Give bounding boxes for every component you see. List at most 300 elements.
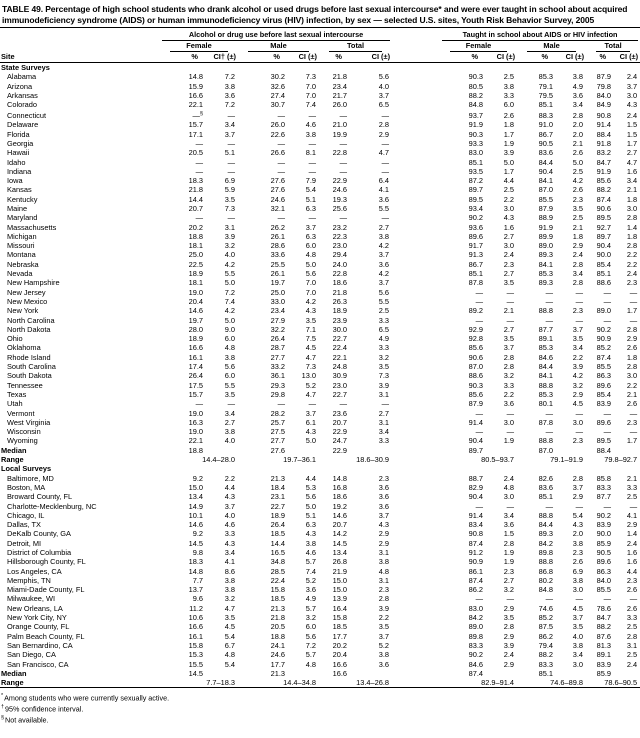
value-cell: 4.4	[626, 566, 638, 576]
value-cell: 27.7	[270, 436, 285, 446]
value-cell: 87.9	[538, 204, 554, 213]
value-cell: 85.6	[468, 389, 484, 399]
value-cell: 82.9	[468, 482, 484, 492]
value-cell: 90.4	[538, 166, 554, 176]
value-cell: 15.5	[188, 659, 203, 669]
value-cell: —	[339, 213, 347, 223]
value-cell: 2.8	[503, 622, 515, 632]
value-cell: 4.0	[378, 81, 390, 91]
value-cell: 1.9	[503, 547, 515, 557]
column-gap	[392, 52, 440, 63]
value-cell: 3.1	[224, 222, 235, 232]
value-cell: 2.7	[503, 269, 515, 279]
table-row	[0, 381, 640, 390]
value-cell: 4.7	[224, 603, 235, 613]
value-cell: 16.1	[188, 352, 203, 362]
value-cell: 85.1	[468, 269, 484, 279]
value-cell: 3.4	[503, 510, 515, 520]
value-cell: 30.9	[332, 371, 347, 381]
value-cell: 3.5	[503, 613, 515, 623]
value-cell: 21.0	[332, 120, 347, 130]
value-cell: —§	[192, 110, 203, 121]
value-cell: 4.6	[305, 120, 316, 130]
value-cell: 1.8	[626, 231, 638, 241]
value-cell: 6.0	[305, 241, 316, 251]
subgroup-female-right: Female	[450, 41, 507, 51]
site-column-header: Site	[0, 52, 160, 63]
value-cell: 83.4	[468, 520, 484, 530]
value-cell: 3.7	[378, 631, 390, 641]
value-cell: 90.8	[596, 111, 612, 121]
value-cell: —	[381, 399, 390, 409]
value-cell: 3.6	[378, 659, 390, 669]
value-cell: 84.4	[538, 157, 554, 167]
table-row	[0, 660, 640, 669]
table-row	[0, 492, 640, 501]
value-cell: 2.0	[572, 129, 584, 139]
column-gap	[392, 185, 440, 194]
value-cell: 3.5	[572, 334, 584, 344]
value-cell: —	[475, 501, 484, 511]
table-row	[0, 641, 640, 650]
value-cell: 93.6	[468, 222, 484, 232]
value-cell: —	[506, 296, 515, 306]
site-name: Ohio	[7, 334, 23, 344]
table-row	[0, 241, 640, 250]
value-cell: 5.7	[305, 603, 316, 613]
value-cell: 19.9	[332, 129, 347, 139]
ci-column-header: CI (±)	[486, 52, 517, 63]
value-cell: 14.6	[188, 520, 203, 530]
column-gap	[392, 511, 440, 520]
value-cell: 83.9	[596, 399, 612, 409]
value-cell: 87.9	[596, 72, 612, 82]
value-cell: —	[545, 408, 554, 418]
value-cell: 3.2	[572, 380, 584, 390]
value-cell: 19.3	[332, 194, 347, 204]
value-cell: 85.1	[538, 668, 554, 678]
value-cell: 3.0	[503, 492, 515, 502]
site-name: Texas	[7, 389, 27, 399]
value-cell: 83.3	[538, 659, 554, 669]
value-cell: 3.7	[572, 613, 584, 623]
value-cell: 91.9	[596, 166, 612, 176]
value-cell: 89.7	[596, 231, 612, 241]
value-cell: 2.4	[626, 72, 638, 82]
value-cell: 1.5	[626, 129, 638, 139]
value-cell: 88.8	[538, 557, 554, 567]
value-cell: 19.0	[188, 408, 203, 418]
value-cell: 2.2	[572, 352, 584, 362]
value-cell: 16.6	[188, 343, 203, 353]
value-cell: 2.4	[626, 538, 638, 548]
value-cell: 5.5	[224, 380, 235, 390]
not-available-marker: §	[199, 110, 203, 117]
value-cell: 4.9	[572, 81, 584, 91]
table-row	[0, 520, 640, 529]
value-cell	[350, 446, 392, 455]
value-cell: —	[603, 315, 612, 325]
value-cell	[556, 446, 586, 455]
column-gap	[392, 353, 440, 362]
subgroup-total-right: Total	[596, 41, 630, 51]
value-cell: 18.1	[188, 241, 203, 251]
value-cell: 21.3	[270, 603, 285, 613]
value-cell: 84.4	[538, 520, 554, 530]
value-cell: 81.3	[596, 640, 612, 650]
value-cell: —	[475, 296, 484, 306]
value-cell: 3.2	[224, 241, 235, 251]
column-gap	[392, 278, 440, 287]
value-cell: 5.2	[378, 640, 390, 650]
value-cell: 92.7	[596, 222, 612, 232]
value-cell: 2.4	[626, 659, 638, 669]
value-cell: 3.7	[378, 90, 390, 100]
value-cell: 2.9	[626, 334, 638, 344]
value-cell: 89.0	[596, 306, 612, 316]
value-cell: 3.8	[572, 538, 584, 548]
column-gap	[392, 241, 440, 250]
site-name: Colorado	[7, 100, 37, 110]
table-row	[0, 362, 640, 371]
value-cell: 85.3	[538, 72, 554, 82]
value-cell: 91.7	[468, 241, 484, 251]
value-cell: 3.8	[305, 129, 316, 139]
value-cell: 6.7	[224, 640, 235, 650]
value-cell: 91.4	[596, 120, 612, 130]
value-cell: 13.0	[301, 371, 316, 381]
value-cell: 3.6	[572, 90, 584, 100]
value-cell: 5.4	[224, 659, 235, 669]
value-cell: 18.6	[332, 492, 347, 502]
site-name: Alabama	[7, 72, 37, 82]
value-cell: 84.6	[468, 659, 484, 669]
value-cell: 89.6	[596, 557, 612, 567]
site-name: Iowa	[7, 176, 23, 186]
value-cell: —	[308, 157, 316, 167]
site-name: New Jersey	[7, 287, 46, 297]
value-cell: 89.8	[468, 631, 484, 641]
value-cell: 5.6	[378, 72, 390, 82]
value-cell: 17.7	[270, 659, 285, 669]
value-cell: 92.8	[468, 334, 484, 344]
value-cell: 5.6	[305, 269, 316, 279]
value-cell: 1.7	[503, 166, 515, 176]
value-cell: 24.6	[332, 185, 347, 195]
value-cell: 13.4	[332, 547, 347, 557]
column-gap	[392, 325, 440, 334]
table-row	[0, 427, 640, 436]
value-cell: 90.8	[468, 529, 484, 539]
value-cell: 16.6	[188, 622, 203, 632]
site-name: Nevada	[7, 269, 33, 279]
subgroup-female-right-cell	[440, 41, 517, 51]
value-cell: 3.7	[503, 343, 515, 353]
pct-column-header: %	[586, 52, 614, 63]
table-title: TABLE 49. Percentage of high school students who drank alcohol or used drugs before last sexual intercourse* and were ever taught in school about acquired immunodeficiency syndrome (AIDS) or human immunodeficiency virus (HIV) infection, by sex — selected U.S. sites, Youth Risk Behavior Survey, 2005	[2, 4, 628, 25]
value-cell: 2.1	[626, 185, 638, 195]
site-name: New Hampshire	[7, 278, 60, 288]
value-cell: 2.4	[572, 250, 584, 260]
value-cell: 22.1	[188, 436, 203, 446]
value-cell: 30.0	[332, 324, 347, 334]
value-cell: 7.0	[305, 81, 316, 91]
value-cell: 28.5	[270, 566, 285, 576]
site-name: Nebraska	[7, 259, 39, 269]
value-cell: 2.5	[626, 650, 638, 660]
range-row	[0, 678, 640, 688]
value-cell: 2.1	[503, 306, 515, 316]
footnotes	[0, 688, 640, 725]
value-cell: —	[195, 157, 203, 167]
value-cell: 85.1	[538, 492, 554, 502]
value-cell: 2.9	[378, 538, 390, 548]
value-cell: 18.9	[188, 334, 203, 344]
section-header-row	[0, 464, 640, 473]
value-cell: —	[339, 166, 347, 176]
value-cell: 3.5	[503, 278, 515, 288]
group-header-alcohol: Alcohol or drug use before last sexual intercourse	[162, 30, 390, 41]
table-row	[0, 353, 640, 362]
column-gap	[392, 72, 440, 81]
value-cell: 1.5	[626, 120, 638, 130]
value-cell: 1.8	[503, 120, 515, 130]
value-cell: 5.0	[224, 315, 235, 325]
value-cell: 91.4	[468, 417, 484, 427]
value-cell: 30.2	[270, 72, 285, 82]
pct-column-header: %	[319, 52, 350, 63]
value-cell: 4.8	[224, 650, 235, 660]
value-cell: 6.0	[503, 100, 515, 110]
footnote-text: Among students who were currently sexually active.	[4, 693, 170, 703]
value-cell: 3.0	[626, 371, 638, 381]
value-cell: 1.7	[626, 138, 638, 148]
value-cell: 87.8	[468, 278, 484, 288]
site-name: Wyoming	[7, 436, 38, 446]
value-cell: 93.3	[468, 138, 484, 148]
value-cell: 3.8	[224, 352, 235, 362]
table-row	[0, 613, 640, 622]
footnote	[1, 703, 640, 714]
section-header-row	[0, 63, 640, 73]
footnote-marker: *	[1, 693, 4, 700]
group-header-alcohol-cell	[160, 28, 392, 42]
value-cell: 9.8	[192, 547, 203, 557]
value-cell: 7.9	[305, 176, 316, 186]
value-cell: 1.4	[626, 529, 638, 539]
value-cell: 88.8	[538, 510, 554, 520]
value-cell: 4.8	[503, 482, 515, 492]
value-cell: 6.3	[305, 520, 316, 530]
value-cell: 4.2	[305, 296, 316, 306]
value-cell: 2.6	[572, 185, 584, 195]
column-gap	[392, 213, 440, 222]
range-value-cell: 7.7–18.3	[206, 678, 235, 688]
value-cell: 2.4	[626, 269, 638, 279]
column-gap	[392, 288, 440, 297]
table-row	[0, 650, 640, 659]
table-row	[0, 529, 640, 538]
value-cell: 3.7	[572, 324, 584, 334]
value-cell: 4.5	[224, 622, 235, 632]
value-cell: 87.4	[596, 352, 612, 362]
median-row	[0, 669, 640, 678]
value-cell: 2.0	[572, 529, 584, 539]
value-cell: 79.1	[538, 81, 554, 91]
value-cell: —	[381, 157, 390, 167]
value-cell: 18.4	[270, 482, 285, 492]
value-cell: —	[506, 287, 515, 297]
column-gap	[392, 409, 440, 418]
value-cell: 88.2	[538, 650, 554, 660]
site-name: Vermont	[7, 408, 35, 418]
value-cell: 93.4	[468, 204, 484, 213]
value-cell: 3.0	[572, 659, 584, 669]
column-gap	[392, 418, 440, 427]
table-row	[0, 576, 640, 585]
value-cell: —	[629, 427, 638, 437]
value-cell: —	[545, 427, 554, 437]
value-cell: 2.3	[626, 575, 638, 585]
value-cell: 84.7	[596, 157, 612, 167]
value-cell: 5.7	[305, 650, 316, 660]
table-row	[0, 260, 640, 269]
value-cell: 11.2	[189, 603, 203, 613]
column-gap	[392, 567, 440, 576]
value-cell: —	[339, 399, 347, 409]
table-row	[0, 622, 640, 631]
value-cell: 4.0	[224, 510, 235, 520]
value-cell: 15.0	[188, 482, 203, 492]
value-cell: 26.1	[270, 269, 285, 279]
site-name: Utah	[7, 399, 23, 409]
column-gap	[392, 622, 440, 631]
footnote-marker: †	[1, 704, 4, 711]
value-cell: 84.0	[596, 90, 612, 100]
value-cell: 3.4	[572, 343, 584, 353]
value-cell: 78.6	[596, 603, 612, 613]
value-cell: 5.0	[572, 157, 584, 167]
value-cell: 84.2	[468, 613, 484, 623]
value-cell: 86.2	[538, 631, 554, 641]
column-gap	[392, 204, 440, 213]
value-cell: 89.1	[538, 334, 554, 344]
value-cell: 2.1	[626, 389, 638, 399]
column-gap	[392, 195, 440, 204]
value-cell: 89.7	[468, 185, 484, 195]
value-cell: 84.8	[468, 100, 484, 110]
value-cell: 90.2	[468, 650, 484, 660]
table-row	[0, 334, 640, 343]
value-cell: 15.0	[332, 585, 347, 595]
value-cell: 5.5	[378, 204, 390, 213]
site-name: Georgia	[7, 138, 34, 148]
value-cell: 28.0	[188, 324, 203, 334]
value-cell: 90.4	[596, 241, 612, 251]
value-cell: 6.9	[572, 566, 584, 576]
value-cell: 32.6	[270, 81, 285, 91]
value-cell: 88.8	[538, 380, 554, 390]
value-cell: 19.2	[332, 501, 347, 511]
range-value-cell: 14.4–34.8	[283, 678, 316, 688]
column-gap	[392, 260, 440, 269]
value-cell	[288, 669, 319, 678]
table-row	[0, 100, 640, 109]
value-cell: 5.1	[224, 148, 235, 158]
value-cell: 22.6	[270, 129, 285, 139]
value-cell: 2.6	[572, 148, 584, 158]
value-cell: 13.9	[332, 594, 347, 604]
site-column-spacer	[0, 41, 160, 51]
value-cell: 85.2	[538, 613, 554, 623]
pct-column-header: %	[440, 52, 486, 63]
value-cell: 2.8	[626, 631, 638, 641]
value-cell: 2.1	[626, 473, 638, 483]
site-name: Orange County, FL	[7, 622, 70, 632]
value-cell: 3.8	[224, 585, 235, 595]
value-cell: 14.8	[188, 72, 203, 82]
value-cell: 3.4	[224, 408, 235, 418]
value-cell: 90.3	[468, 72, 484, 82]
value-cell: 1.7	[626, 306, 638, 316]
value-cell: 3.3	[626, 613, 638, 623]
value-cell: 3.2	[224, 594, 235, 604]
value-cell: 21.8	[332, 287, 347, 297]
value-cell: 22.9	[332, 427, 347, 437]
value-cell: 85.1	[538, 100, 554, 110]
site-name: District of Columbia	[7, 547, 72, 557]
value-cell: 8.6	[224, 566, 235, 576]
value-cell: 7.1	[305, 324, 316, 334]
value-cell: 2.3	[572, 436, 584, 446]
value-cell: —	[227, 138, 235, 148]
value-cell: 20.5	[270, 622, 285, 632]
value-cell: 14.6	[332, 510, 347, 520]
column-gap	[392, 130, 440, 139]
value-cell: 3.5	[378, 622, 390, 632]
value-cell: —	[227, 399, 235, 409]
table-row	[0, 511, 640, 520]
value-cell: —	[575, 315, 584, 325]
value-cell: 88.6	[596, 278, 612, 288]
table-row	[0, 594, 640, 603]
value-cell: —	[545, 501, 554, 511]
value-cell: 89.0	[468, 622, 484, 632]
value-cell: 1.6	[626, 557, 638, 567]
value-cell: 80.5	[468, 81, 484, 91]
value-cell: 20.7	[332, 520, 347, 530]
value-cell: 22.4	[332, 343, 347, 353]
value-cell: 2.1	[572, 222, 584, 232]
value-cell: 4.3	[305, 427, 316, 437]
value-cell: 5.6	[305, 492, 316, 502]
ci-column-header-dagger: CI† (±)	[206, 52, 238, 63]
value-cell: 16.6	[188, 90, 203, 100]
value-cell: 3.5	[572, 622, 584, 632]
value-cell: 2.5	[626, 622, 638, 632]
site-name: Los Angeles, CA	[7, 566, 62, 576]
value-cell: 3.3	[378, 343, 390, 353]
value-cell: 90.2	[596, 324, 612, 334]
subgroup-total-left-cell	[319, 41, 392, 51]
value-cell: 13.7	[188, 585, 203, 595]
value-cell: 2.9	[626, 520, 638, 530]
value-cell: 89.5	[596, 436, 612, 446]
column-gap	[392, 343, 440, 352]
value-cell: 2.8	[503, 352, 515, 362]
value-cell: 3.4	[224, 120, 235, 130]
value-cell: —	[629, 287, 638, 297]
